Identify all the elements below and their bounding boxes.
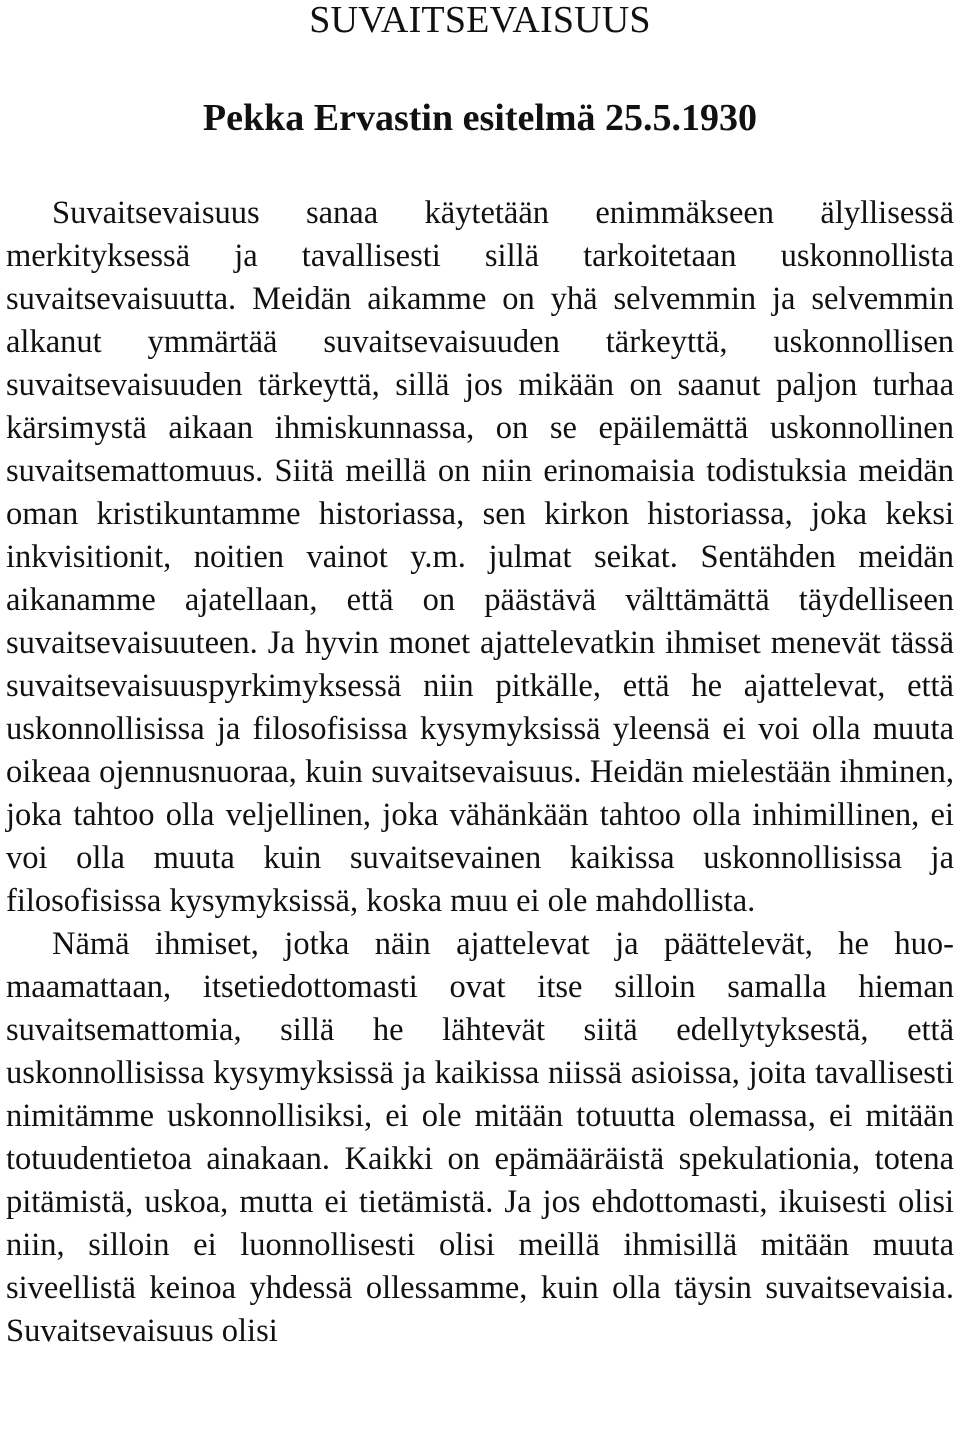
document-subtitle: Pekka Ervastin esitelmä 25.5.1930 (202, 97, 758, 139)
paragraph-1: Suvaitsevaisuus sanaa käytetään enimmäkseen älyllisessä merkityksessä ja tavallisesti sillä tarkoitetaan uskonnollista suvaitsevaisuutta. Meidän aikamme on yhä selvemmin ja selvemmin alkanut ymmärtää suvaitsevaisuuden tärkeyttä, uskonnollisen suvaitsevaisuuden tärkeyttä, sillä jos mikään on saanut paljon turhaa kärsimystä aikaan ihmiskunnassa, on se epäilemättä uskonnollinen suvaitsemattomuus. Siitä meillä on niin erinomaisia todistuksia meidän oman kristikuntamme historiassa, sen kirkon historiassa, joka keksi inkvisitionit, noitien vainot y.m. julmat seikat. Sentähden meidän aikanamme ajatellaan, että on päästävä välttämättä täydelliseen suvaitsevaisuuteen. Ja hyvin monet ajattelevatkin ihmiset menevät tässä suvaitsevaisuuspyrkimyksessä niin pitkälle, että he ajattelevat, että uskonnollisissa ja filosofisissa kysymyksissä yleensä ei voi olla muuta oikeaa ojennusnuoraa, kuin suvaitsevaisuus. Heidän mielestään ihminen, joka tahtoo olla veljellinen, joka vähänkään tahtoo olla inhimillinen, ei voi olla muuta kuin suvaitsevainen kaikissa uskonnollisissa ja filosofisissa kysymyksissä, koska muu ei ole mahdollista. (6, 195, 954, 919)
paragraph-2: Nämä ihmiset, jotka näin ajattelevat ja päättelevät, he huomaamattaan, itsetiedottomasti ovat itse silloin samalla hieman suvaitsemattomia, sillä he lähtevät siitä edellytyksestä, että uskonnollisissa kysymyksissä ja kaikissa niissä asioissa, joita tavallisesti nimitämme uskonnollisiksi, ei ole mitään totuutta olemassa, ei mitään totuudentietoa ainakaan. Kaikki on epämääräistä spekulationia, totena pitämistä, uskoa, mutta ei tietämistä. Ja jos ehdottomasti, ikuisesti olisi niin, silloin ei luonnollisesti olisi meillä ihmisillä mitään muuta siveellistä keinoa yhdessä ollessamme, kuin olla täysin suvaitsevaisia. Suvaitsevaisuus olisi (6, 926, 954, 1349)
document-title: SUVAITSEVAISUUS (309, 0, 651, 41)
